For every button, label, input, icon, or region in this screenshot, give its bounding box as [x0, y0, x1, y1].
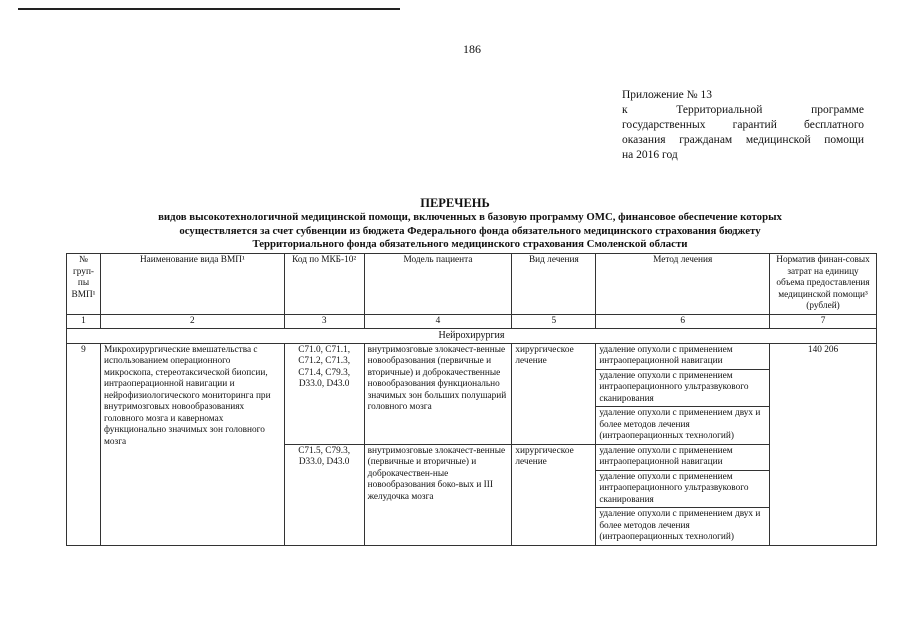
document-subtitle	[90, 211, 850, 252]
icd-codes: C71.0, C71.1, C71.2, C71.3, C71.4, C79.3, D33.0, D43.0	[284, 343, 364, 444]
table-header-row	[67, 254, 877, 315]
column-number-row	[67, 314, 877, 329]
appendix-line-1: Приложение № 13	[622, 89, 712, 101]
subtitle-line-1: видов высокотехнологичной медицинской помощи, включенных в базовую программу ОМС, финансовое обеспечение которых	[158, 211, 782, 223]
top-rule	[18, 8, 400, 10]
header-cost-norm: Норматив финан-совых затрат на единицу объема предоставления медицинской помощи³ (рублей)	[770, 254, 877, 315]
method-item: удаление опухоли с применением интраоперационной навигации	[596, 445, 769, 471]
col-number: 6	[596, 314, 770, 329]
appendix-line-3: государственных гарантий бесплатного	[622, 119, 864, 131]
treatment-type: хирургическое лечение	[512, 444, 596, 545]
appendix-line-4: оказания гражданам медицинской помощи	[622, 134, 864, 146]
table-row	[67, 343, 877, 444]
treatment-type: хирургическое лечение	[512, 343, 596, 444]
cost-norm: 140 206	[770, 343, 877, 545]
group-number: 9	[67, 343, 101, 545]
col-number: 7	[770, 314, 877, 329]
method-item: удаление опухоли с применением интраоперационного ультразвукового сканирования	[596, 471, 769, 509]
document-title: ПЕРЕЧЕНЬ	[420, 196, 490, 210]
header-group: № груп-пы ВМП¹	[67, 254, 101, 315]
method-item: удаление опухоли с применением интраоперационной навигации	[596, 344, 769, 370]
icd-codes: C71.5, C79.3, D33.0, D43.0	[284, 444, 364, 545]
appendix-line-5: на 2016 год	[622, 149, 678, 161]
header-icd-code: Код по МКБ-10²	[284, 254, 364, 315]
subtitle-line-2: осуществляется за счет субвенции из бюджета Федерального фонда обязательного медицинского страхования бюджету	[179, 224, 761, 237]
header-treatment-type: Вид лечения	[512, 254, 596, 315]
header-patient-model: Модель пациента	[364, 254, 512, 315]
col-number: 3	[284, 314, 364, 329]
patient-model: внутримозговые злокачест-венные (первичные и вторичные) и доброкачествен-ные новообразования боко-вых и III желудочка мозга	[364, 444, 512, 545]
page-number: 186	[463, 42, 481, 56]
appendix-line-2: к Территориальной программе	[622, 104, 864, 116]
treatment-methods	[596, 444, 770, 545]
col-number: 4	[364, 314, 512, 329]
vmp-table	[66, 253, 877, 546]
section-title: Нейрохирургия	[67, 329, 877, 344]
appendix-note	[622, 88, 864, 163]
header-treatment-method: Метод лечения	[596, 254, 770, 315]
col-number: 2	[100, 314, 284, 329]
treatment-methods	[596, 343, 770, 444]
method-item: удаление опухоли с применением двух и более методов лечения (интраоперационных технологий)	[599, 509, 761, 542]
header-name: Наименование вида ВМП¹	[100, 254, 284, 315]
subtitle-line-3: Территориального фонда обязательного медицинского страхования Смоленской области	[252, 238, 688, 250]
vmp-name: Микрохирургические вмешательства с использованием операционного микроскопа, стереотаксической биопсии, интраоперационной навигации и нейрофизиологического мониторинга при внутримозговых новообразованиях головного мозга и каверномах функционально значимых зон головного мозга	[100, 343, 284, 545]
col-number: 1	[67, 314, 101, 329]
method-item: удаление опухоли с применением интраоперационного ультразвукового сканирования	[596, 370, 769, 408]
patient-model: внутримозговые злокачест-венные новообразования (первичные и вторичные) и доброкачественные новообразования функционально значимых зон больших полушарий головного мозга	[364, 343, 512, 444]
method-item: удаление опухоли с применением двух и более методов лечения (интраоперационных технологий)	[599, 408, 761, 441]
col-number: 5	[512, 314, 596, 329]
section-row	[67, 329, 877, 344]
